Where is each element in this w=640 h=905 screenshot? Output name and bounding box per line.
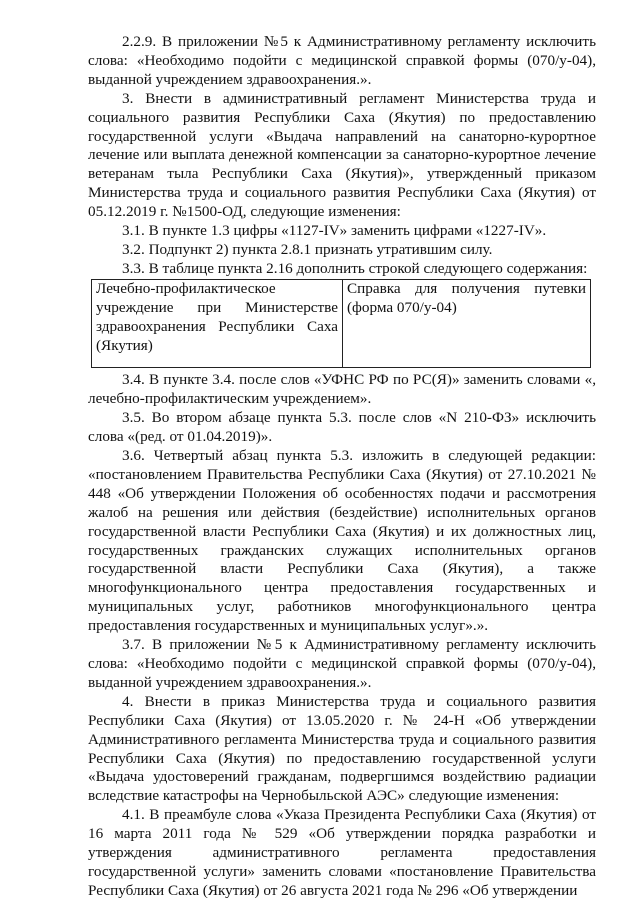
paragraph-3-2: 3.2. Подпункт 2) пункта 2.8.1 признать утратившим силу. [122, 240, 493, 258]
paragraph-3-5: 3.5. Во втором абзаце пункта 5.3. после слов «N 210-ФЗ» исключить слова «(ред. от 01.04.2019)». [88, 409, 596, 446]
paragraph-3-1: 3.1. В пункте 1.3 цифры «1127-IV» заменить цифрами «1227-IV». [122, 222, 547, 240]
table-cell-institution: Лечебно-профилактическое учреждение при Министерстве здравоохранения Республики Саха (Якутия) [92, 279, 343, 368]
inserted-table-row [91, 279, 591, 369]
paragraph-3-6: 3.6. Четвертый абзац пункта 5.3. изложить в следующей редакции: «постановлением Правительства Республики Саха (Якутия) от 27.10.2021 № 448 «Об утверждении Положения об особенностях подачи и рассмотрения жалоб на решения или действия (бездействие) исполнительных органов государственной власти Республики Саха (Якутия) и их должностных лиц, государственных гражданских служащих исполнительных органов государственной власти Республики Саха (Якутия), а также многофункционального центра предоставления государственных и муниципальных услуг, работников многофункционального центра предоставления государственных и муниципальных услуг».». [88, 447, 596, 635]
table-cell-document: Справка для получения путевки (форма 070/у-04) [343, 279, 591, 368]
table-row [92, 279, 591, 368]
paragraph-4: 4. Внести в приказ Министерства труда и социального развития Республики Саха (Якутия) от 13.05.2020 г. № 24-Н «Об утверждении Административного регламента Министерства труда и социального развития Республики Саха (Якутия) по предоставлению государственной услуги «Выдача удостоверений гражданам, подвергшимся воздействию радиации вследствие катастрофы на Чернобыльской АЭС» следующие изменения: [88, 692, 596, 805]
paragraph-4-1: 4.1. В преамбуле слова «Указа Президента Республики Саха (Якутия) от 16 марта 2011 года № 529 «Об утверждении порядка разработки и утверждения административного регламента предоставления государственной услуги» заменить словами «постановление Правительства Республики Саха (Якутия) от 26 августа 2021 года № 296 «Об утверждении [88, 806, 596, 899]
paragraph-3-4: 3.4. В пункте 3.4. после слов «УФНС РФ по РС(Я)» заменить словами «, лечебно-профилактическим учреждением». [88, 371, 596, 408]
paragraph-3-7: 3.7. В приложении №5 к Административному регламенту исключить слова: «Необходимо подойти с медицинской справкой формы (070/у-04), выданной учреждением здравоохранения.». [88, 636, 596, 691]
document-page [88, 33, 596, 901]
paragraph-3: 3. Внести в административный регламент Министерства труда и социального развития Республики Саха (Якутия) по предоставлению государственной услуги «Выдача направлений на санаторно-курортное лечение или выплата денежной компенсации за санаторно-курортное лечение ветеранам тыла Республики Саха (Якутия)», утвержденный приказом Министерства труда и социального развития Республики Саха (Якутия) от 05.12.2019 г. №1500-ОД, следующие изменения: [88, 89, 596, 221]
paragraph-3-3: 3.3. В таблице пункта 2.16 дополнить строкой следующего содержания: [122, 259, 588, 277]
paragraph-2-2-9: 2.2.9. В приложении №5 к Административному регламенту исключить слова: «Необходимо подойти с медицинской справкой формы (070/у-04), выданной учреждением здравоохранения.». [88, 33, 596, 88]
